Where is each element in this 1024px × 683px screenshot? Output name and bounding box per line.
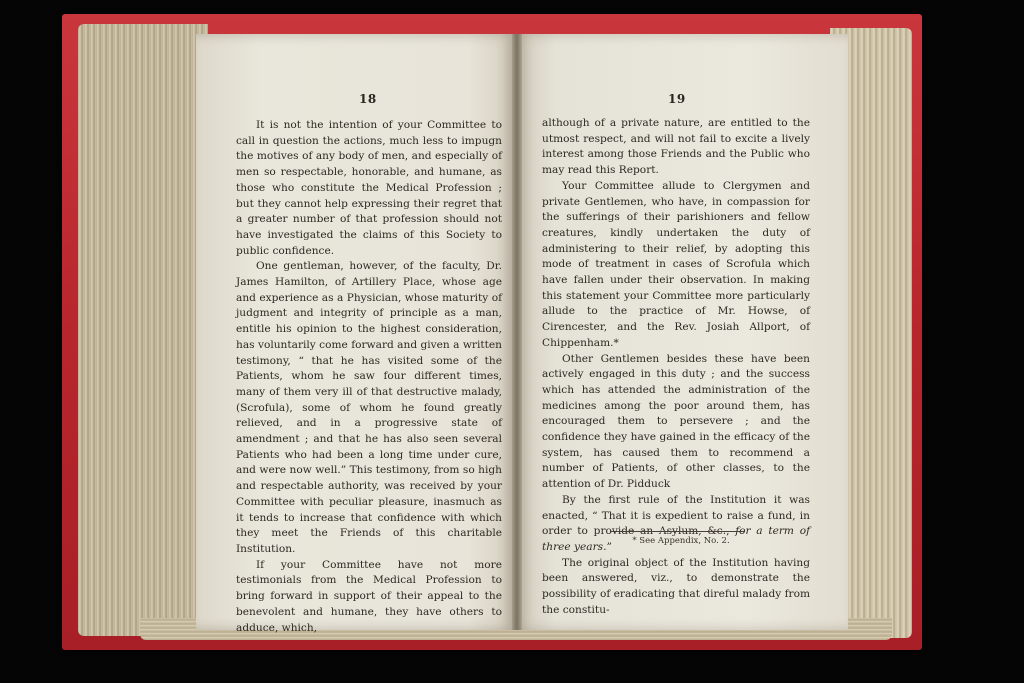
page-number: 19 — [668, 92, 686, 106]
page-number: 18 — [359, 92, 377, 106]
footnote: * See Appendix, No. 2. — [632, 536, 730, 546]
paragraph: One gentleman, however, of the faculty, Dr. James Hamilton, of Artillery Place, whose age and experience as a Physician, whose maturity of judgment and integrity of principle as a man, entitle his opinion to the highest consideration, has voluntarily come forward and given a written testimony, “ that he has visited some of the Patients, whom he saw four different times, many of them very ill of that destructive malady, (Scrofula), some of whom he found greatly relieved, and in a progressive state of amendment ; and that he has also seen several Patients who had been a long time under cure, and were now well.” This testimony, from so high and respectable authority, was received by your Committee with peculiar pleasure, inasmuch as it tends to increase that confidence with which they meet the Friends of this charitable Institution. — [236, 260, 502, 555]
paragraph: It is not the intention of your Committee to call in question the actions, much less to impugn the motives of any body of men, and especially of men so respectable, honorable, and humane, as those who constitute the Medical Profession ; but they cannot help expressing their regret that a greater number of that profession should not have investigated the claims of this Society to public confidence. — [236, 119, 502, 257]
italic-phrase: for a term of three years. — [542, 525, 811, 553]
book-gutter — [512, 34, 522, 630]
right-page — [516, 34, 848, 630]
paragraph-text: By the first rule of the Institution it was enacted, “ That it is expedient to raise a fund, in order to provide an Asylum, &c., — [542, 493, 810, 538]
left-page-edges — [78, 24, 208, 636]
paragraph: Your Committee allude to Clergymen and private Gentlemen, who have, in compassion for the sufferings of their parishioners and fellow creatures, kindly undertaken the duty of administering to their relief, by adopting this mode of treatment in cases of Scrofula which have fallen under their observation. In making this statement your Committee more particularly allude to the practice of Mr. Howse, of Cirencester, and the Rev. Josiah Allport, of Chippenham.* — [542, 179, 810, 349]
footnote-rule — [610, 531, 744, 532]
left-page — [196, 34, 516, 634]
paragraph: The original object of the Institution having been answered, viz., to demonstrate the possibility of eradicating that direful malady from the constitu- — [542, 556, 810, 616]
paragraph-continued: although of a private nature, are entitled to the utmost respect, and will not fail to excite a lively interest among those Friends and the Public who may read this Report. — [542, 117, 810, 177]
page-text — [236, 118, 502, 636]
paragraph — [542, 493, 810, 556]
paragraph: Other Gentlemen besides these have been actively engaged in this duty ; and the success which has attended the administration of the medicines among the poor around them, has encouraged them to persevere ; and the confidence they have gained in the efficacy of the system, has caused them to recommend a number of Patients, of other classes, to the attention of Dr. Pidduck — [542, 352, 810, 491]
closing-quote: ” — [606, 540, 612, 553]
paragraph: If your Committee have not more testimonials from the Medical Profession to bring forward in support of their appeal to the benevolent and humane, they have others to adduce, which, — [236, 558, 502, 634]
